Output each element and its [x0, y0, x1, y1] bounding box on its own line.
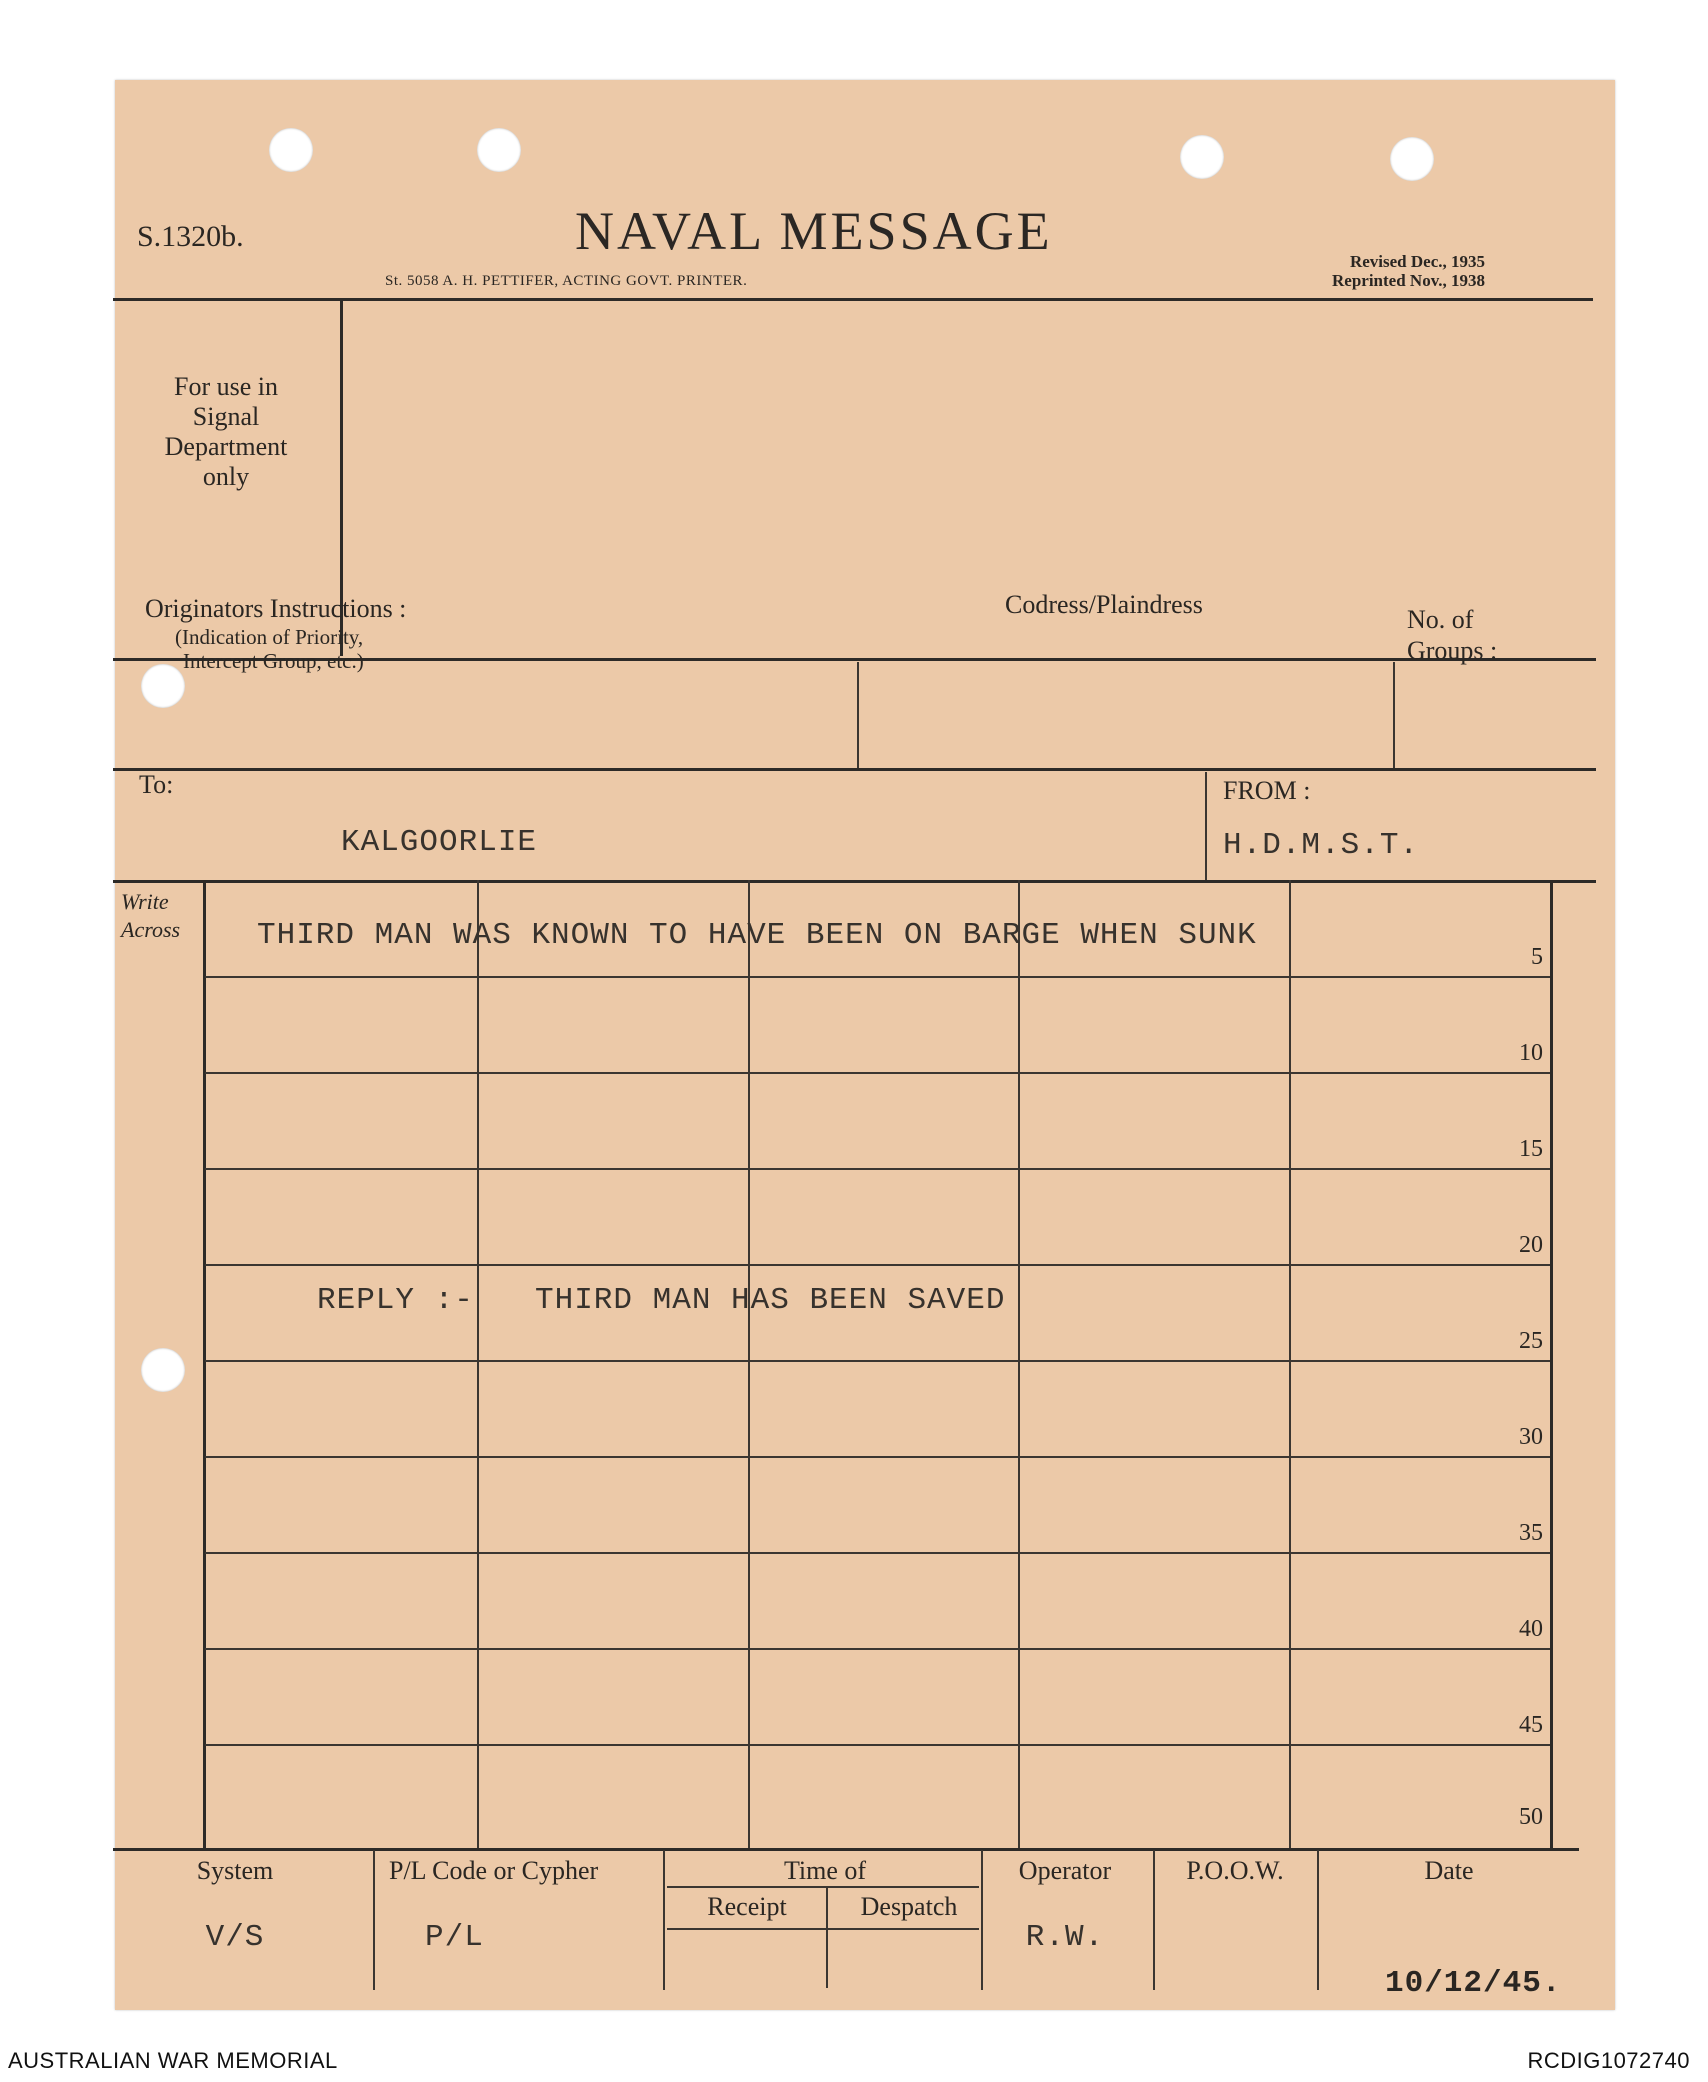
punch-hole [477, 128, 521, 172]
from-divider [1205, 772, 1207, 880]
form-title: NAVAL MESSAGE [575, 201, 1053, 261]
grid-row-line [205, 1552, 1550, 1554]
grid-column-divider [1018, 880, 1020, 1848]
from-label: FROM : [1223, 776, 1311, 805]
grid-row-line [205, 1072, 1550, 1074]
groups-label-1: No. of [1407, 605, 1474, 634]
date-label: Date [1424, 1856, 1474, 1885]
row-number: 25 [1519, 1328, 1543, 1354]
footer-rule [113, 1848, 1579, 1851]
groups-label-2: Groups : [1407, 636, 1498, 665]
archive-caption-right: RCDIG1072740 [1527, 2048, 1690, 2073]
grid-column-divider [748, 880, 750, 1848]
originators-sub2: Intercept Group, etc.) [183, 649, 364, 673]
codress-divider [857, 662, 859, 768]
grid-left-border [203, 880, 206, 1848]
reprinted-note: Reprinted Nov., 1938 [1332, 271, 1485, 290]
from-value: H.D.M.S.T. [1223, 828, 1420, 863]
grid-right-border [1550, 880, 1553, 1848]
form-number: S.1320b. [137, 220, 244, 253]
receipt-label: Receipt [707, 1892, 787, 1921]
punch-hole [1180, 135, 1224, 179]
originators-sub1: (Indication of Priority, [175, 625, 364, 649]
system-value: V/S [205, 1920, 265, 1955]
codress-label: Codress/Plaindress [1005, 590, 1203, 619]
message-line-1: THIRD MAN WAS KNOWN TO HAVE BEEN ON BARGE WHEN SUNK [257, 918, 1257, 953]
grid-row-line [205, 1360, 1550, 1362]
punch-hole [141, 1348, 185, 1392]
row-number: 5 [1531, 944, 1543, 970]
punch-hole [269, 128, 313, 172]
operator-label: Operator [1018, 1856, 1112, 1885]
row-number: 30 [1519, 1424, 1543, 1450]
reply-label: REPLY :- [317, 1283, 474, 1318]
row-number: 20 [1519, 1232, 1543, 1258]
write-across-label: Write Across [121, 889, 181, 942]
despatch-label: Despatch [860, 1892, 958, 1921]
time-rule [667, 1928, 979, 1930]
instructions-rule [113, 768, 1596, 771]
code-value: P/L [425, 1920, 484, 1955]
poow-label: P.O.O.W. [1186, 1856, 1284, 1885]
signal-dept-label: For use in Signal Department only [164, 372, 288, 491]
naval-message-form [115, 80, 1615, 2010]
reply-text: THIRD MAN HAS BEEN SAVED [535, 1283, 1006, 1318]
grid-column-divider [477, 880, 479, 1848]
groups-divider [1393, 662, 1395, 768]
row-number: 45 [1519, 1712, 1543, 1738]
code-label: P/L Code or Cypher [389, 1856, 599, 1885]
time-rule [667, 1886, 979, 1888]
grid-row-line [205, 1744, 1550, 1746]
to-label: To: [139, 770, 174, 799]
time-divider [826, 1888, 828, 1988]
grid-row-line [205, 1648, 1550, 1650]
revised-note: Revised Dec., 1935 [1349, 252, 1485, 271]
row-number: 15 [1519, 1136, 1543, 1162]
grid-row-line [205, 976, 1550, 978]
header-rule [113, 298, 1593, 301]
footer-divider [373, 1850, 375, 1990]
address-rule [113, 880, 1596, 883]
operator-value: R.W. [1025, 1920, 1105, 1955]
system-label: System [196, 1856, 274, 1885]
row-number: 10 [1519, 1040, 1543, 1066]
grid-column-divider [1289, 880, 1291, 1848]
to-value: KALGOORLIE [341, 825, 538, 860]
printer-line: St. 5058 A. H. PETTIFER, ACTING GOVT. PRINTER. [385, 273, 748, 289]
row-number: 40 [1519, 1616, 1543, 1642]
time-label: Time of [783, 1856, 867, 1885]
grid-row-line [205, 1168, 1550, 1170]
archive-caption-left: AUSTRALIAN WAR MEMORIAL [8, 2048, 338, 2073]
originators-label: Originators Instructions : [145, 594, 407, 623]
grid-row-line [205, 1456, 1550, 1458]
grid-row-line [205, 1264, 1550, 1266]
date-value: 10/12/45. [1385, 1966, 1562, 2001]
row-number: 50 [1519, 1804, 1543, 1830]
row-number: 35 [1519, 1520, 1543, 1546]
punch-hole [141, 664, 185, 708]
punch-hole [1390, 137, 1434, 181]
